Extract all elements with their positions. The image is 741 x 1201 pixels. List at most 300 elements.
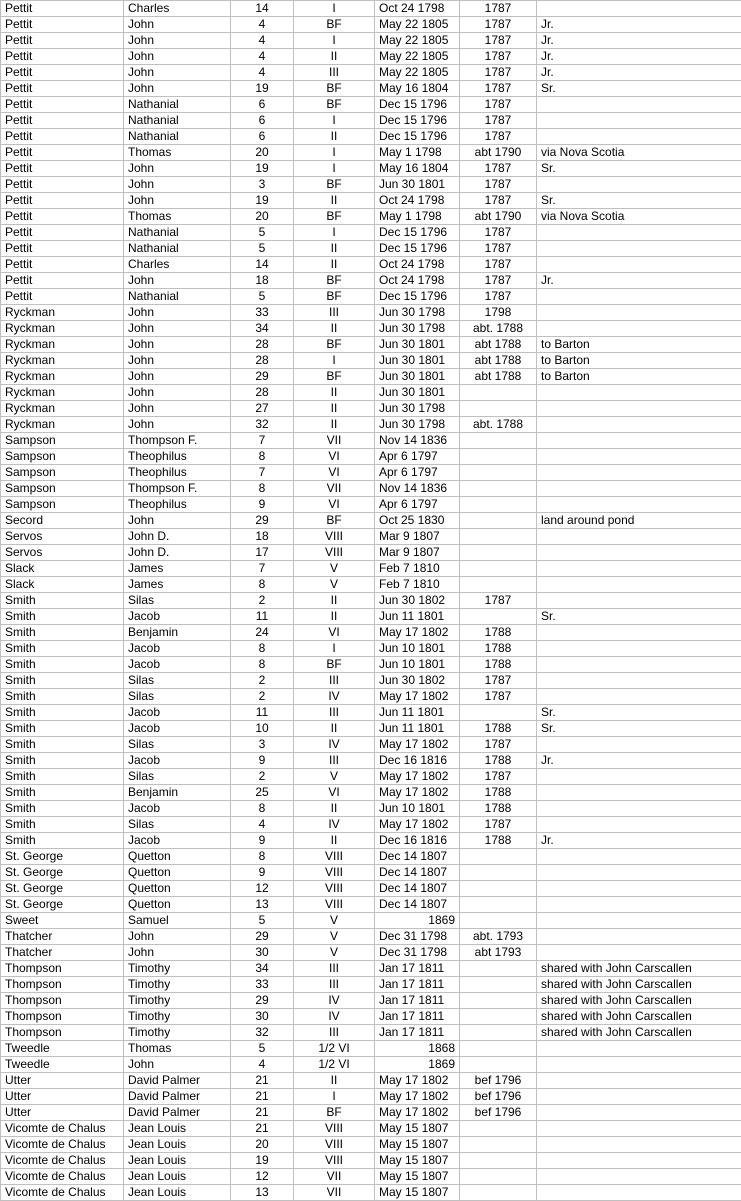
surname-cell: Thompson — [1, 993, 124, 1009]
given-name-cell: John — [124, 369, 231, 385]
table-row — [1, 209, 741, 225]
given-name-cell: Nathanial — [124, 225, 231, 241]
given-name-cell: Thomas — [124, 1041, 231, 1057]
arrival-cell — [460, 1169, 537, 1185]
notes-cell — [537, 673, 741, 689]
date-cell: Jan 17 1811 — [375, 961, 460, 977]
given-name-cell: Samuel — [124, 913, 231, 929]
lot-cell: 29 — [231, 929, 294, 945]
concession-cell: III — [294, 305, 375, 321]
arrival-cell: 1787 — [460, 161, 537, 177]
arrival-cell — [460, 449, 537, 465]
surname-cell: Ryckman — [1, 337, 124, 353]
notes-cell — [537, 817, 741, 833]
lot-cell: 20 — [231, 1137, 294, 1153]
surname-cell: St. George — [1, 897, 124, 913]
date-cell: Jan 17 1811 — [375, 1009, 460, 1025]
concession-cell: V — [294, 769, 375, 785]
arrival-cell: abt 1788 — [460, 369, 537, 385]
table-row — [1, 449, 741, 465]
arrival-cell — [460, 961, 537, 977]
date-cell: Jun 30 1798 — [375, 401, 460, 417]
surname-cell: Utter — [1, 1073, 124, 1089]
concession-cell: BF — [294, 1105, 375, 1121]
date-cell: Jun 11 1801 — [375, 705, 460, 721]
arrival-cell: 1787 — [460, 113, 537, 129]
concession-cell: BF — [294, 177, 375, 193]
lot-cell: 8 — [231, 801, 294, 817]
notes-cell: Jr. — [537, 273, 741, 289]
given-name-cell: John — [124, 193, 231, 209]
given-name-cell: Theophilus — [124, 465, 231, 481]
lot-cell: 9 — [231, 497, 294, 513]
given-name-cell: Timothy — [124, 961, 231, 977]
lot-cell: 2 — [231, 769, 294, 785]
arrival-cell: 1787 — [460, 225, 537, 241]
concession-cell: BF — [294, 97, 375, 113]
date-cell: Jun 30 1802 — [375, 593, 460, 609]
date-cell: 1869 — [375, 913, 460, 929]
concession-cell: V — [294, 561, 375, 577]
lot-cell: 33 — [231, 305, 294, 321]
notes-cell — [537, 801, 741, 817]
table-row — [1, 113, 741, 129]
arrival-cell: 1787 — [460, 193, 537, 209]
table-row — [1, 1057, 741, 1073]
arrival-cell — [460, 1057, 537, 1073]
given-name-cell: Nathanial — [124, 289, 231, 305]
table-row — [1, 513, 741, 529]
lot-cell: 9 — [231, 753, 294, 769]
notes-cell — [537, 1041, 741, 1057]
surname-cell: Thatcher — [1, 929, 124, 945]
given-name-cell: John — [124, 161, 231, 177]
notes-cell: Sr. — [537, 81, 741, 97]
lot-cell: 7 — [231, 465, 294, 481]
notes-cell: to Barton — [537, 337, 741, 353]
lot-cell: 20 — [231, 209, 294, 225]
lot-cell: 17 — [231, 545, 294, 561]
arrival-cell — [460, 1009, 537, 1025]
concession-cell: II — [294, 385, 375, 401]
given-name-cell: Silas — [124, 769, 231, 785]
table-row — [1, 785, 741, 801]
lot-cell: 19 — [231, 81, 294, 97]
lot-cell: 6 — [231, 129, 294, 145]
table-row — [1, 561, 741, 577]
surname-cell: Slack — [1, 577, 124, 593]
arrival-cell: 1787 — [460, 97, 537, 113]
given-name-cell: John — [124, 49, 231, 65]
concession-cell: I — [294, 145, 375, 161]
lot-cell: 29 — [231, 369, 294, 385]
given-name-cell: Quetton — [124, 897, 231, 913]
table-row — [1, 97, 741, 113]
surname-cell: Pettit — [1, 177, 124, 193]
surname-cell: Pettit — [1, 81, 124, 97]
notes-cell: Sr. — [537, 193, 741, 209]
surname-cell: Pettit — [1, 1, 124, 17]
concession-cell: VIII — [294, 545, 375, 561]
lot-cell: 8 — [231, 849, 294, 865]
concession-cell: V — [294, 945, 375, 961]
arrival-cell: 1787 — [460, 257, 537, 273]
arrival-cell — [460, 561, 537, 577]
given-name-cell: Theophilus — [124, 449, 231, 465]
given-name-cell: James — [124, 561, 231, 577]
concession-cell: BF — [294, 289, 375, 305]
table-row — [1, 129, 741, 145]
notes-cell: shared with John Carscallen — [537, 1009, 741, 1025]
table-row — [1, 161, 741, 177]
surname-cell: Thompson — [1, 977, 124, 993]
lot-cell: 34 — [231, 321, 294, 337]
notes-cell: Sr. — [537, 161, 741, 177]
notes-cell: shared with John Carscallen — [537, 993, 741, 1009]
arrival-cell: 1788 — [460, 625, 537, 641]
notes-cell: Jr. — [537, 49, 741, 65]
date-cell: May 17 1802 — [375, 737, 460, 753]
date-cell: Dec 15 1796 — [375, 113, 460, 129]
arrival-cell — [460, 465, 537, 481]
given-name-cell: Thompson F. — [124, 433, 231, 449]
concession-cell: II — [294, 49, 375, 65]
lot-cell: 8 — [231, 657, 294, 673]
surname-cell: Smith — [1, 705, 124, 721]
arrival-cell: 1787 — [460, 81, 537, 97]
arrival-cell — [460, 1185, 537, 1201]
arrival-cell: 1787 — [460, 737, 537, 753]
surname-cell: Smith — [1, 673, 124, 689]
given-name-cell: Jean Louis — [124, 1137, 231, 1153]
table-row — [1, 1105, 741, 1121]
surname-cell: Pettit — [1, 145, 124, 161]
arrival-cell: abt 1788 — [460, 337, 537, 353]
table-row — [1, 321, 741, 337]
notes-cell: to Barton — [537, 369, 741, 385]
date-cell: Jan 17 1811 — [375, 977, 460, 993]
given-name-cell: Charles — [124, 257, 231, 273]
date-cell: May 17 1802 — [375, 1105, 460, 1121]
lot-cell: 21 — [231, 1105, 294, 1121]
date-cell: May 17 1802 — [375, 785, 460, 801]
lot-cell: 19 — [231, 193, 294, 209]
arrival-cell: bef 1796 — [460, 1105, 537, 1121]
table-row — [1, 769, 741, 785]
concession-cell: IV — [294, 1009, 375, 1025]
lot-cell: 8 — [231, 449, 294, 465]
table-row — [1, 961, 741, 977]
lot-cell: 12 — [231, 1169, 294, 1185]
date-cell: Jun 11 1801 — [375, 721, 460, 737]
notes-cell — [537, 1057, 741, 1073]
notes-cell — [537, 177, 741, 193]
date-cell: Jun 30 1801 — [375, 177, 460, 193]
date-cell: Jun 30 1798 — [375, 305, 460, 321]
notes-cell — [537, 657, 741, 673]
lot-cell: 5 — [231, 913, 294, 929]
arrival-cell: bef 1796 — [460, 1073, 537, 1089]
arrival-cell: 1787 — [460, 673, 537, 689]
date-cell: Dec 14 1807 — [375, 881, 460, 897]
table-row — [1, 1025, 741, 1041]
concession-cell: V — [294, 577, 375, 593]
arrival-cell — [460, 913, 537, 929]
date-cell: Dec 15 1796 — [375, 97, 460, 113]
given-name-cell: Timothy — [124, 993, 231, 1009]
arrival-cell — [460, 385, 537, 401]
surname-cell: Smith — [1, 737, 124, 753]
given-name-cell: John — [124, 385, 231, 401]
given-name-cell: Timothy — [124, 1009, 231, 1025]
given-name-cell: Jacob — [124, 609, 231, 625]
given-name-cell: Quetton — [124, 849, 231, 865]
surname-cell: Pettit — [1, 17, 124, 33]
arrival-cell — [460, 609, 537, 625]
surname-cell: St. George — [1, 865, 124, 881]
surname-cell: Smith — [1, 593, 124, 609]
lot-cell: 4 — [231, 33, 294, 49]
date-cell: Oct 24 1798 — [375, 193, 460, 209]
concession-cell: I — [294, 1089, 375, 1105]
given-name-cell: John — [124, 337, 231, 353]
concession-cell: III — [294, 673, 375, 689]
concession-cell: III — [294, 753, 375, 769]
lot-cell: 33 — [231, 977, 294, 993]
lot-cell: 5 — [231, 289, 294, 305]
concession-cell: II — [294, 321, 375, 337]
notes-cell — [537, 1105, 741, 1121]
table-row — [1, 401, 741, 417]
table-row — [1, 945, 741, 961]
table-row — [1, 625, 741, 641]
notes-cell: shared with John Carscallen — [537, 961, 741, 977]
notes-cell — [537, 881, 741, 897]
lot-cell: 21 — [231, 1089, 294, 1105]
notes-cell — [537, 225, 741, 241]
surname-cell: Secord — [1, 513, 124, 529]
concession-cell: I — [294, 33, 375, 49]
given-name-cell: John — [124, 81, 231, 97]
concession-cell: VI — [294, 465, 375, 481]
table-row — [1, 465, 741, 481]
lot-cell: 4 — [231, 49, 294, 65]
date-cell: Dec 16 1816 — [375, 753, 460, 769]
table-row — [1, 689, 741, 705]
surname-cell: Pettit — [1, 193, 124, 209]
lot-cell: 32 — [231, 417, 294, 433]
given-name-cell: John — [124, 929, 231, 945]
concession-cell: V — [294, 929, 375, 945]
arrival-cell — [460, 481, 537, 497]
concession-cell: VI — [294, 497, 375, 513]
given-name-cell: Jacob — [124, 721, 231, 737]
surname-cell: Servos — [1, 529, 124, 545]
surname-cell: Thompson — [1, 961, 124, 977]
table-row — [1, 33, 741, 49]
table-row — [1, 929, 741, 945]
date-cell: May 17 1802 — [375, 625, 460, 641]
surname-cell: Smith — [1, 769, 124, 785]
notes-cell — [537, 1137, 741, 1153]
notes-cell: shared with John Carscallen — [537, 1025, 741, 1041]
date-cell: May 17 1802 — [375, 1089, 460, 1105]
given-name-cell: John D. — [124, 545, 231, 561]
concession-cell: VIII — [294, 1137, 375, 1153]
table-row — [1, 1153, 741, 1169]
lot-cell: 25 — [231, 785, 294, 801]
table-row — [1, 145, 741, 161]
given-name-cell: Charles — [124, 1, 231, 17]
notes-cell: Sr. — [537, 705, 741, 721]
given-name-cell: David Palmer — [124, 1089, 231, 1105]
arrival-cell: 1787 — [460, 65, 537, 81]
concession-cell: VI — [294, 625, 375, 641]
notes-cell — [537, 433, 741, 449]
arrival-cell: abt. 1788 — [460, 417, 537, 433]
date-cell: May 22 1805 — [375, 65, 460, 81]
surname-cell: Vicomte de Chalus — [1, 1121, 124, 1137]
lot-cell: 18 — [231, 273, 294, 289]
notes-cell — [537, 561, 741, 577]
lot-cell: 28 — [231, 353, 294, 369]
concession-cell: IV — [294, 689, 375, 705]
notes-cell — [537, 1185, 741, 1201]
notes-cell — [537, 129, 741, 145]
surname-cell: Tweedle — [1, 1057, 124, 1073]
arrival-cell — [460, 1041, 537, 1057]
surname-cell: Servos — [1, 545, 124, 561]
surname-cell: Pettit — [1, 241, 124, 257]
lot-cell: 7 — [231, 433, 294, 449]
lot-cell: 28 — [231, 337, 294, 353]
notes-cell — [537, 257, 741, 273]
date-cell: May 15 1807 — [375, 1153, 460, 1169]
lot-cell: 24 — [231, 625, 294, 641]
table-row — [1, 593, 741, 609]
concession-cell: II — [294, 721, 375, 737]
arrival-cell: abt 1793 — [460, 945, 537, 961]
arrival-cell: abt. 1793 — [460, 929, 537, 945]
given-name-cell: Nathanial — [124, 97, 231, 113]
date-cell: May 15 1807 — [375, 1185, 460, 1201]
surname-cell: Pettit — [1, 161, 124, 177]
given-name-cell: James — [124, 577, 231, 593]
date-cell: Dec 14 1807 — [375, 865, 460, 881]
lot-cell: 8 — [231, 577, 294, 593]
notes-cell — [537, 417, 741, 433]
surname-cell: Thompson — [1, 1025, 124, 1041]
lot-cell: 19 — [231, 161, 294, 177]
table-row — [1, 49, 741, 65]
table-row — [1, 881, 741, 897]
lot-cell: 4 — [231, 1057, 294, 1073]
table-row — [1, 353, 741, 369]
concession-cell: VIII — [294, 1153, 375, 1169]
date-cell: Nov 14 1836 — [375, 481, 460, 497]
concession-cell: VII — [294, 481, 375, 497]
table-body — [1, 1, 741, 1201]
surname-cell: Smith — [1, 641, 124, 657]
lot-cell: 3 — [231, 177, 294, 193]
arrival-cell: 1787 — [460, 129, 537, 145]
concession-cell: II — [294, 417, 375, 433]
surname-cell: Ryckman — [1, 305, 124, 321]
arrival-cell — [460, 849, 537, 865]
given-name-cell: Silas — [124, 673, 231, 689]
date-cell: May 16 1804 — [375, 81, 460, 97]
date-cell: Apr 6 1797 — [375, 497, 460, 513]
arrival-cell: abt 1790 — [460, 145, 537, 161]
lot-cell: 29 — [231, 993, 294, 1009]
table-row — [1, 545, 741, 561]
surname-cell: Smith — [1, 625, 124, 641]
concession-cell: BF — [294, 209, 375, 225]
table-row — [1, 865, 741, 881]
date-cell: 1869 — [375, 1057, 460, 1073]
notes-cell — [537, 1121, 741, 1137]
table-row — [1, 1041, 741, 1057]
concession-cell: III — [294, 705, 375, 721]
lot-cell: 8 — [231, 481, 294, 497]
given-name-cell: Nathanial — [124, 129, 231, 145]
surname-cell: Pettit — [1, 33, 124, 49]
date-cell: Nov 14 1836 — [375, 433, 460, 449]
table-row — [1, 481, 741, 497]
table-row — [1, 657, 741, 673]
lot-cell: 3 — [231, 737, 294, 753]
concession-cell: 1/2 VI — [294, 1057, 375, 1073]
date-cell: Oct 24 1798 — [375, 257, 460, 273]
table-row — [1, 609, 741, 625]
notes-cell — [537, 865, 741, 881]
lot-cell: 6 — [231, 97, 294, 113]
arrival-cell: 1787 — [460, 817, 537, 833]
notes-cell — [537, 1, 741, 17]
notes-cell — [537, 385, 741, 401]
arrival-cell — [460, 529, 537, 545]
given-name-cell: Silas — [124, 817, 231, 833]
surname-cell: Sweet — [1, 913, 124, 929]
table-row — [1, 529, 741, 545]
concession-cell: VIII — [294, 881, 375, 897]
date-cell: May 22 1805 — [375, 33, 460, 49]
surname-cell: Ryckman — [1, 369, 124, 385]
notes-cell: shared with John Carscallen — [537, 977, 741, 993]
table-row — [1, 737, 741, 753]
lot-cell: 2 — [231, 689, 294, 705]
notes-cell — [537, 593, 741, 609]
notes-cell: via Nova Scotia — [537, 145, 741, 161]
concession-cell: I — [294, 161, 375, 177]
given-name-cell: Silas — [124, 593, 231, 609]
given-name-cell: John — [124, 33, 231, 49]
notes-cell — [537, 913, 741, 929]
given-name-cell: Jean Louis — [124, 1169, 231, 1185]
surname-cell: Ryckman — [1, 401, 124, 417]
date-cell: Oct 24 1798 — [375, 1, 460, 17]
notes-cell — [537, 97, 741, 113]
arrival-cell: 1787 — [460, 593, 537, 609]
given-name-cell: Jacob — [124, 657, 231, 673]
arrival-cell: 1788 — [460, 641, 537, 657]
date-cell: Jun 30 1801 — [375, 337, 460, 353]
lot-cell: 21 — [231, 1073, 294, 1089]
surname-cell: Vicomte de Chalus — [1, 1137, 124, 1153]
notes-cell: via Nova Scotia — [537, 209, 741, 225]
notes-cell — [537, 641, 741, 657]
given-name-cell: John — [124, 305, 231, 321]
